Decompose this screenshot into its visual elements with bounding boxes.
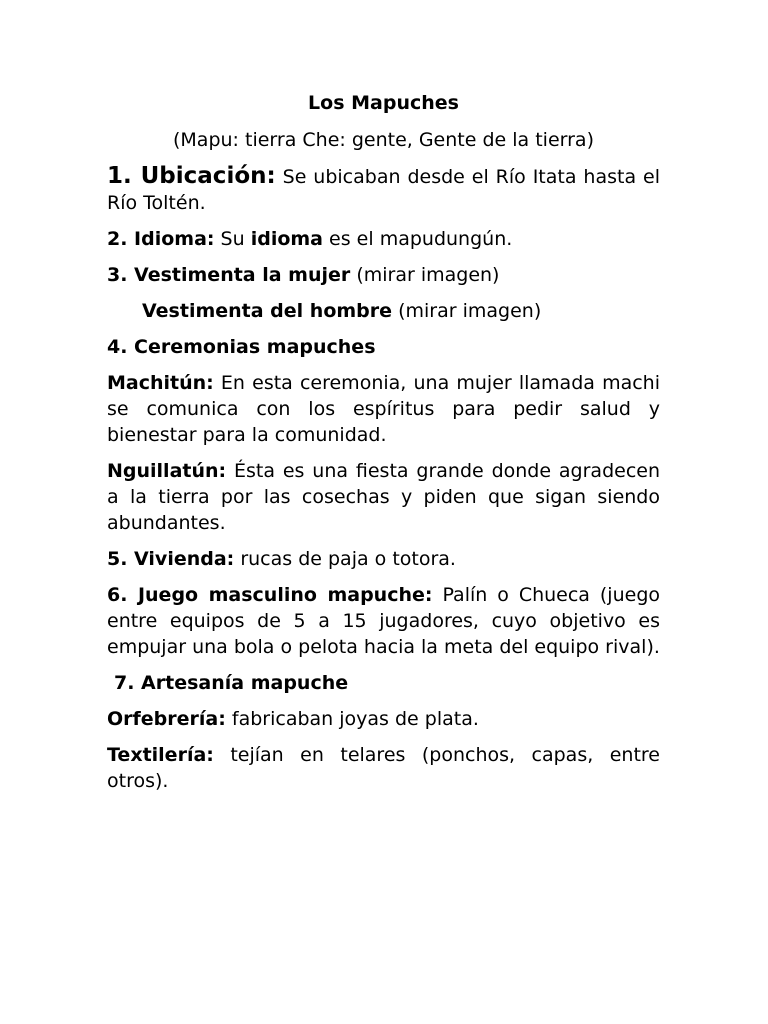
juego-label: 6. Juego masculino mapuche: [107,584,433,606]
section-juego [107,582,660,660]
ubicacion-label: 1. Ubicación: [107,163,276,189]
document-page [107,90,660,804]
juego-text: Palín o Chueca (juego entre equipos de 5 a 15 jugadores, cuyo objetivo es empujar una bola o pelota hacia la meta del equipo rival). [107,584,661,658]
artesania-heading: 7. Artesanía mapuche [114,672,349,694]
idioma-post: es el mapudungún. [323,228,513,250]
document-title [107,90,660,116]
section-orfebreria [107,706,660,732]
section-ubicacion [107,163,660,216]
nguillatun-text: Ésta es una fiesta grande donde agradecen a la tierra por las cosechas y piden que sigan siendo abundantes. [107,460,660,534]
section-ceremonias [107,334,660,360]
idioma-label: 2. Idioma: [107,228,215,250]
vestimenta-hombre-label: Vestimenta del hombre [142,300,393,322]
ceremonias-heading: 4. Ceremonias mapuches [107,336,376,358]
section-textileria [107,742,660,794]
section-vestimenta-mujer [107,262,660,288]
textileria-label: Textilería: [107,744,214,766]
section-artesania [107,670,660,696]
section-machitun [107,370,660,448]
textileria-text: tejían en telares (ponchos, capas, entre otros). [107,744,660,792]
vestimenta-mujer-label: 3. Vestimenta la mujer [107,264,351,286]
title-text: Los Mapuches [308,92,459,114]
idioma-bold: idioma [250,228,324,250]
vivienda-text: rucas de paja o totora. [234,548,456,570]
nguillatun-label: Nguillatún: [107,460,227,482]
ubicacion-text: Se ubicaban desde el Río Itata hasta el Río Toltén. [107,166,660,214]
section-vivienda [107,546,660,572]
section-nguillatun [107,458,660,536]
vestimenta-mujer-text: (mirar imagen) [350,264,500,286]
document-subtitle: (Mapu: tierra Che: gente, Gente de la tierra) [173,129,594,151]
section-idioma [107,226,660,252]
idioma-pre: Su [214,228,251,250]
section-vestimenta-hombre [107,298,660,324]
orfebreria-label: Orfebrería: [107,708,226,730]
machitun-label: Machitún: [107,372,214,394]
machitun-text: En esta ceremonia, una mujer llamada machi se comunica con los espíritus para pedir salud y bienestar para la comunidad. [107,372,660,446]
vestimenta-hombre-text: (mirar imagen) [392,300,542,322]
orfebreria-text: fabricaban joyas de plata. [225,708,479,730]
vivienda-label: 5. Vivienda: [107,548,235,570]
